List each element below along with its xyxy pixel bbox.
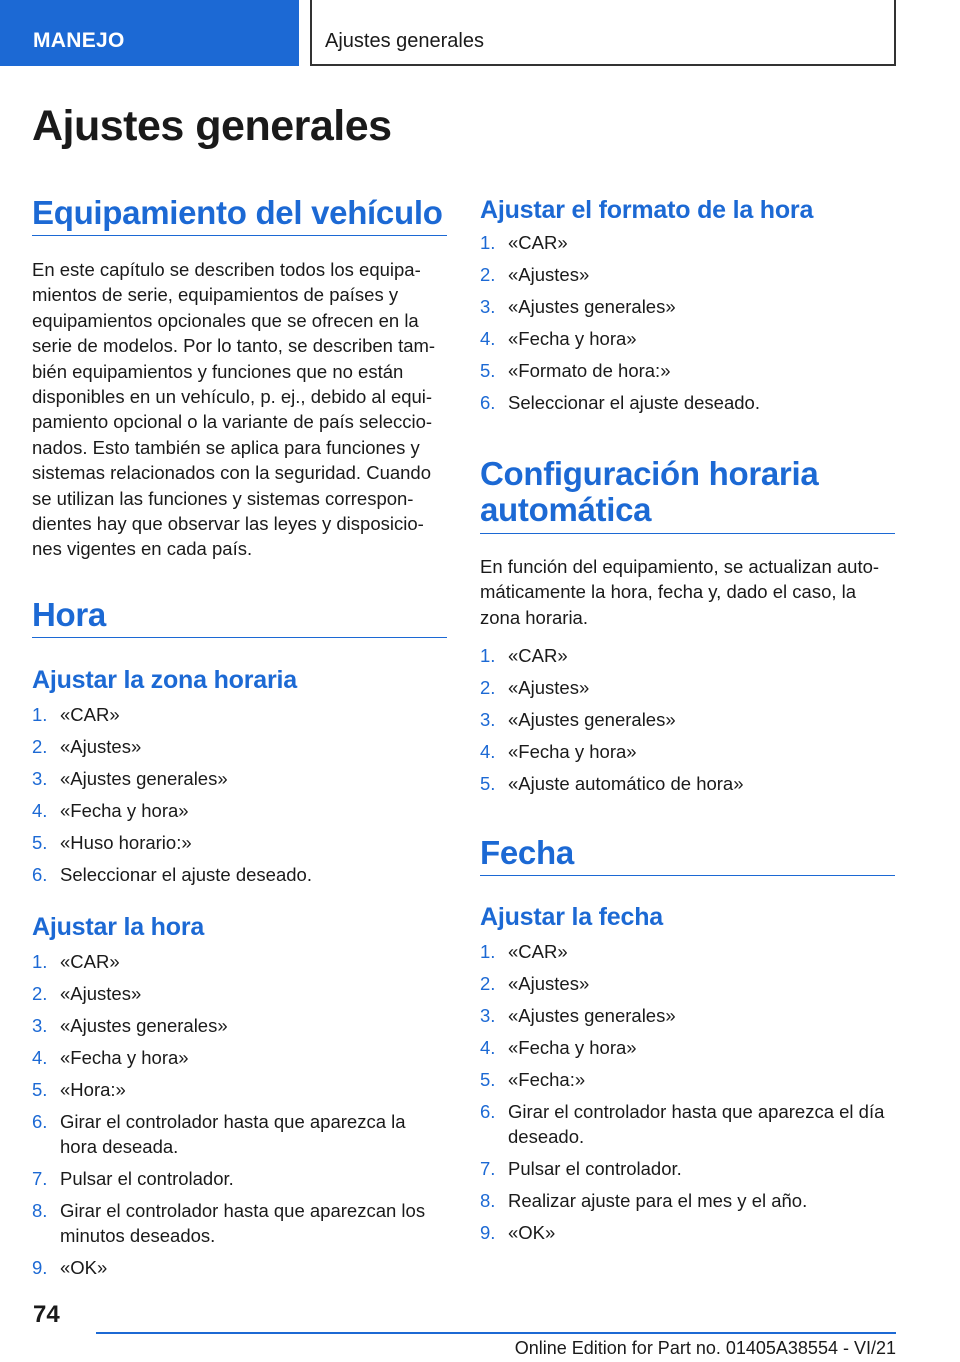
step-text: «Ajustes»: [508, 677, 590, 698]
chapter-title: Ajustes generales: [325, 30, 484, 52]
vehicle-equipment-text: En este capítulo se describen todos los equipa-mientos de serie, equipamientos de países y equipamientos opcionales que se ofrecen en la serie de modelos. Por lo tanto, se describen tam-bién equipamientos y funciones que no están disponibles en un vehículo, p. ej., debido al equi-pamiento opcional o la variante de país seleccio-nados. Esto también se aplica para funciones y sistemas relacionados con la seguridad. Cuando se utilizan las funciones y sistemas correspon-dientes hay que observar las leyes y disposicio-nes vigentes en cada país.: [32, 259, 436, 560]
step-item: [480, 1156, 895, 1181]
step-number: 7.: [480, 1158, 496, 1179]
step-text: «Hora:»: [60, 1079, 126, 1100]
step-number: 3.: [480, 709, 496, 730]
step-text: «Fecha:»: [508, 1069, 586, 1090]
step-item: [480, 939, 895, 964]
step-text: «CAR»: [508, 232, 568, 253]
step-text: «Ajustes»: [508, 973, 590, 994]
step-text: «Ajustes»: [60, 736, 142, 757]
step-text: «Fecha y hora»: [508, 328, 637, 349]
auto-time-steps: [480, 643, 895, 803]
section-tab-label: MANEJO: [33, 29, 125, 52]
heading-rule: [480, 533, 895, 534]
step-item: [480, 326, 895, 351]
step-item: [480, 262, 895, 287]
step-number: 4.: [480, 328, 496, 349]
zona-horaria-heading: Ajustar la zona horaria: [32, 666, 297, 694]
vehicle-equipment-heading: Equipamiento del vehículo: [32, 194, 443, 231]
formato-hora-heading: Ajustar el formato de la hora: [480, 196, 814, 224]
page-number: 74: [33, 1301, 60, 1328]
ajustar-fecha-heading: Ajustar la fecha: [480, 903, 663, 931]
step-number: 6.: [32, 864, 48, 885]
footer-rule: [96, 1332, 896, 1334]
step-number: 1.: [480, 645, 496, 666]
step-number: 5.: [480, 773, 496, 794]
ajustar-hora-heading: Ajustar la hora: [32, 913, 205, 941]
step-text: «CAR»: [60, 951, 120, 972]
step-number: 6.: [480, 392, 496, 413]
step-item: [480, 1067, 895, 1092]
step-item: [480, 358, 895, 383]
step-number: 8.: [480, 1190, 496, 1211]
step-number: 3.: [32, 1015, 48, 1036]
step-item: [480, 1099, 895, 1149]
step-item: [32, 1109, 447, 1159]
step-text: Girar el controlador hasta que aparezca el día deseado.: [508, 1101, 885, 1147]
step-text: «Ajustes»: [60, 983, 142, 1004]
step-item: [32, 1013, 447, 1038]
step-item: [32, 862, 447, 887]
heading-rule: [32, 235, 447, 236]
step-item: [480, 971, 895, 996]
step-text: «OK»: [508, 1222, 556, 1243]
step-item: [32, 1255, 447, 1280]
step-text: Girar el controlador hasta que aparezcan los minutos deseados.: [60, 1200, 426, 1246]
step-text: «Ajustes»: [508, 264, 590, 285]
step-number: 3.: [32, 768, 48, 789]
step-text: «Formato de hora:»: [508, 360, 671, 381]
step-text: «Fecha y hora»: [60, 1047, 189, 1068]
step-number: 8.: [32, 1200, 48, 1221]
step-item: [32, 702, 447, 727]
step-text: «Ajustes generales»: [60, 768, 228, 789]
footer-edition: Online Edition for Part no. 01405A38554 - VI/21: [514, 1338, 896, 1358]
step-item: [32, 766, 447, 791]
step-text: «Ajustes generales»: [508, 1005, 676, 1026]
step-number: 2.: [480, 973, 496, 994]
step-number: 4.: [32, 1047, 48, 1068]
step-text: Pulsar el controlador.: [60, 1168, 234, 1189]
step-item: [480, 1220, 895, 1245]
heading-rule: [32, 637, 447, 638]
step-item: [32, 1166, 447, 1191]
step-item: [480, 390, 895, 415]
auto-time-heading-line1: Configuración horaria: [480, 455, 819, 492]
step-item: [480, 230, 895, 255]
step-number: 1.: [32, 704, 48, 725]
step-number: 5.: [32, 1079, 48, 1100]
ajustar-fecha-steps: [480, 939, 895, 1252]
step-text: «CAR»: [508, 941, 568, 962]
step-item: [32, 1077, 447, 1102]
step-item: [32, 830, 447, 855]
step-text: «Huso horario:»: [60, 832, 192, 853]
step-text: «Fecha y hora»: [60, 800, 189, 821]
step-number: 9.: [32, 1257, 48, 1278]
step-item: [480, 643, 895, 668]
step-item: [480, 1188, 895, 1213]
step-item: [480, 1035, 895, 1060]
auto-time-text: En función del equipamiento, se actualizan auto-máticamente la hora, fecha y, dado el caso, la zona horaria.: [480, 556, 880, 628]
step-number: 1.: [480, 941, 496, 962]
step-text: «OK»: [60, 1257, 108, 1278]
step-number: 3.: [480, 1005, 496, 1026]
step-text: «Ajustes generales»: [508, 709, 676, 730]
step-text: Realizar ajuste para el mes y el año.: [508, 1190, 808, 1211]
step-text: «CAR»: [508, 645, 568, 666]
step-item: [32, 798, 447, 823]
step-text: «Fecha y hora»: [508, 1037, 637, 1058]
step-number: 7.: [32, 1168, 48, 1189]
page-header: [0, 0, 960, 66]
step-text: Seleccionar el ajuste deseado.: [508, 392, 760, 413]
step-number: 4.: [480, 741, 496, 762]
step-item: [480, 675, 895, 700]
step-item: [480, 739, 895, 764]
step-text: «CAR»: [60, 704, 120, 725]
step-text: «Ajustes generales»: [508, 296, 676, 317]
step-text: «Ajuste automático de hora»: [508, 773, 744, 794]
step-item: [480, 1003, 895, 1028]
step-item: [480, 294, 895, 319]
step-text: «Ajustes generales»: [60, 1015, 228, 1036]
ajustar-hora-steps: [32, 949, 447, 1287]
auto-time-heading-line2: automática: [480, 491, 652, 528]
step-number: 4.: [32, 800, 48, 821]
step-text: «Fecha y hora»: [508, 741, 637, 762]
step-item: [32, 949, 447, 974]
hora-heading: Hora: [32, 596, 106, 633]
step-number: 2.: [480, 264, 496, 285]
formato-hora-steps: [480, 230, 895, 422]
step-number: 3.: [480, 296, 496, 317]
step-number: 9.: [480, 1222, 496, 1243]
zona-horaria-steps: [32, 702, 447, 894]
fecha-heading: Fecha: [480, 834, 574, 871]
page-title: Ajustes generales: [32, 102, 392, 150]
step-number: 1.: [32, 951, 48, 972]
step-item: [32, 734, 447, 759]
step-item: [32, 1045, 447, 1070]
step-text: Pulsar el controlador.: [508, 1158, 682, 1179]
step-number: 5.: [32, 832, 48, 853]
step-number: 2.: [32, 736, 48, 757]
section-tab: [0, 0, 299, 66]
step-number: 6.: [32, 1111, 48, 1132]
step-number: 1.: [480, 232, 496, 253]
heading-rule: [480, 875, 895, 876]
step-number: 6.: [480, 1101, 496, 1122]
step-item: [480, 771, 895, 796]
step-text: Girar el controlador hasta que aparezca la hora deseada.: [60, 1111, 406, 1157]
step-number: 2.: [480, 677, 496, 698]
step-number: 2.: [32, 983, 48, 1004]
step-text: Seleccionar el ajuste deseado.: [60, 864, 312, 885]
step-item: [32, 1198, 447, 1248]
step-number: 4.: [480, 1037, 496, 1058]
step-number: 5.: [480, 1069, 496, 1090]
step-item: [480, 707, 895, 732]
step-number: 5.: [480, 360, 496, 381]
step-item: [32, 981, 447, 1006]
